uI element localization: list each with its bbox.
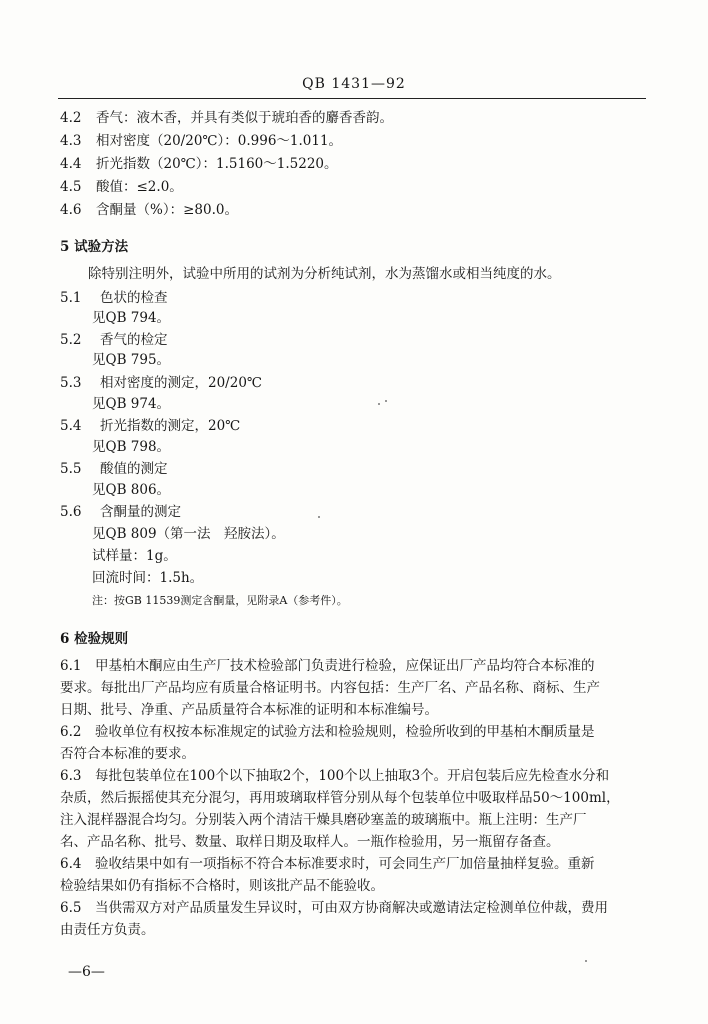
section-6-line: 由责任方负责。: [60, 922, 155, 938]
header-rule: [58, 98, 646, 99]
clause-title: 酸值的测定: [100, 461, 168, 477]
clause-title: 折光指数的测定，20℃: [100, 418, 241, 434]
section-6-line: 名、产品名称、批号、数量、取样日期及取样人。一瓶作检验用，另一瓶留存备查。: [60, 834, 560, 850]
section-6-line: 注入混样器混合均匀。分别装入两个清洁干燥具磨砂塞盖的玻璃瓶中。瓶上注明：生产厂: [60, 812, 587, 828]
clause-5-6-note: 注：按GB 11539测定含酮量，见附录A（参考件）。: [92, 594, 348, 607]
clause-4-4: [60, 155, 338, 173]
standard-code-header: QB 1431—92: [302, 76, 406, 92]
clause-number: 4.3: [60, 133, 82, 149]
clause-title: 含酮量的测定: [100, 504, 181, 520]
reflux-time: 回流时间：1.5h。: [92, 570, 204, 586]
clause-number: 5.4: [60, 418, 82, 434]
clause-5-1: [60, 289, 168, 307]
clause-5-1-ref: 见QB 794。: [92, 310, 171, 326]
clause-5-2-ref: 见QB 795。: [92, 352, 171, 368]
clause-text: 香气：液木香，并具有类似于琥珀香的麝香香韵。: [96, 110, 393, 126]
section-6-line: 6.2 验收单位有权按本标准规定的试验方法和检验规则，检验所收到的甲基柏木酮质量是: [60, 724, 595, 740]
clause-5-6-ref: 见QB 809（第一法 羟胺法）。: [92, 526, 285, 542]
section-6-line: 杂质，然后振摇使其充分混匀，再用玻璃取样管分别从每个包装单位中吸取样品50～100ml，: [60, 790, 620, 806]
clause-number: 4.4: [60, 156, 82, 172]
clause-5-6: [60, 503, 181, 521]
clause-text: 含酮量（%）：≥80.0。: [96, 202, 238, 218]
clause-4-2: [60, 109, 393, 127]
clause-4-3: [60, 132, 342, 150]
clause-5-2: [60, 331, 168, 349]
clause-number: 5.6: [60, 504, 82, 520]
clause-5-3: [60, 374, 262, 392]
clause-5-5-ref: 见QB 806。: [92, 482, 171, 498]
scan-speck: [585, 960, 587, 962]
clause-4-5: [60, 178, 183, 196]
clause-title: 香气的检定: [100, 332, 168, 348]
section-6-heading: 6 检验规则: [60, 631, 129, 647]
clause-4-6: [60, 201, 238, 219]
clause-number: 4.5: [60, 179, 82, 195]
clause-number: 4.6: [60, 202, 82, 218]
clause-5-3-ref: 见QB 974。: [92, 396, 171, 412]
section-5-heading: 5 试验方法: [60, 239, 129, 255]
clause-text: 折光指数（20℃）：1.5160～1.5220。: [96, 156, 338, 172]
clause-text: 相对密度（20/20℃）：0.996～1.011。: [96, 133, 343, 149]
page-number: —6—: [68, 964, 105, 980]
clause-title: 相对密度的测定，20/20℃: [100, 375, 263, 391]
scan-speck: [385, 400, 387, 402]
section-6-line: 否符合本标准的要求。: [60, 746, 195, 762]
clause-number: 5.5: [60, 461, 82, 477]
clause-number: 4.2: [60, 110, 82, 126]
clause-number: 5.2: [60, 332, 82, 348]
section-6-line: 6.4 验收结果中如有一项指标不符合本标准要求时，可会同生产厂加倍量抽样复验。重新: [60, 856, 595, 872]
scan-speck: [318, 516, 320, 518]
clause-number: 5.1: [60, 290, 82, 306]
clause-text: 酸值：≤2.0。: [96, 179, 183, 195]
section-6-line: 6.1 甲基柏木酮应由生产厂技术检验部门负责进行检验，应保证出厂产品均符合本标准的: [60, 658, 595, 674]
section-6-line: 6.5 当供需双方对产品质量发生异议时，可由双方协商解决或邀请法定检测单位仲裁，费用: [60, 900, 608, 916]
clause-5-4-ref: 见QB 798。: [92, 439, 171, 455]
section-6-line: 检验结果如仍有指标不合格时，则该批产品不能验收。: [60, 878, 384, 894]
section-5-intro: 除特别注明外，试验中所用的试剂为分析纯试剂，水为蒸馏水或相当纯度的水。: [88, 266, 561, 282]
sample-amount: 试样量：1g。: [92, 548, 177, 564]
section-6-line: 日期、批号、净重、产品质量符合本标准的证明和本标准编号。: [60, 702, 438, 718]
scan-speck: [378, 403, 380, 405]
clause-5-5: [60, 460, 168, 478]
clause-number: 5.3: [60, 375, 82, 391]
section-6-line: 要求。每批出厂产品均应有质量合格证明书。内容包括：生产厂名、产品名称、商标、生产: [60, 680, 600, 696]
section-6-line: 6.3 每批包装单位在100个以下抽取2个，100个以上抽取3个。开启包装后应先检查水分和: [60, 768, 610, 784]
clause-5-4: [60, 417, 240, 435]
clause-title: 色状的检查: [100, 290, 168, 306]
